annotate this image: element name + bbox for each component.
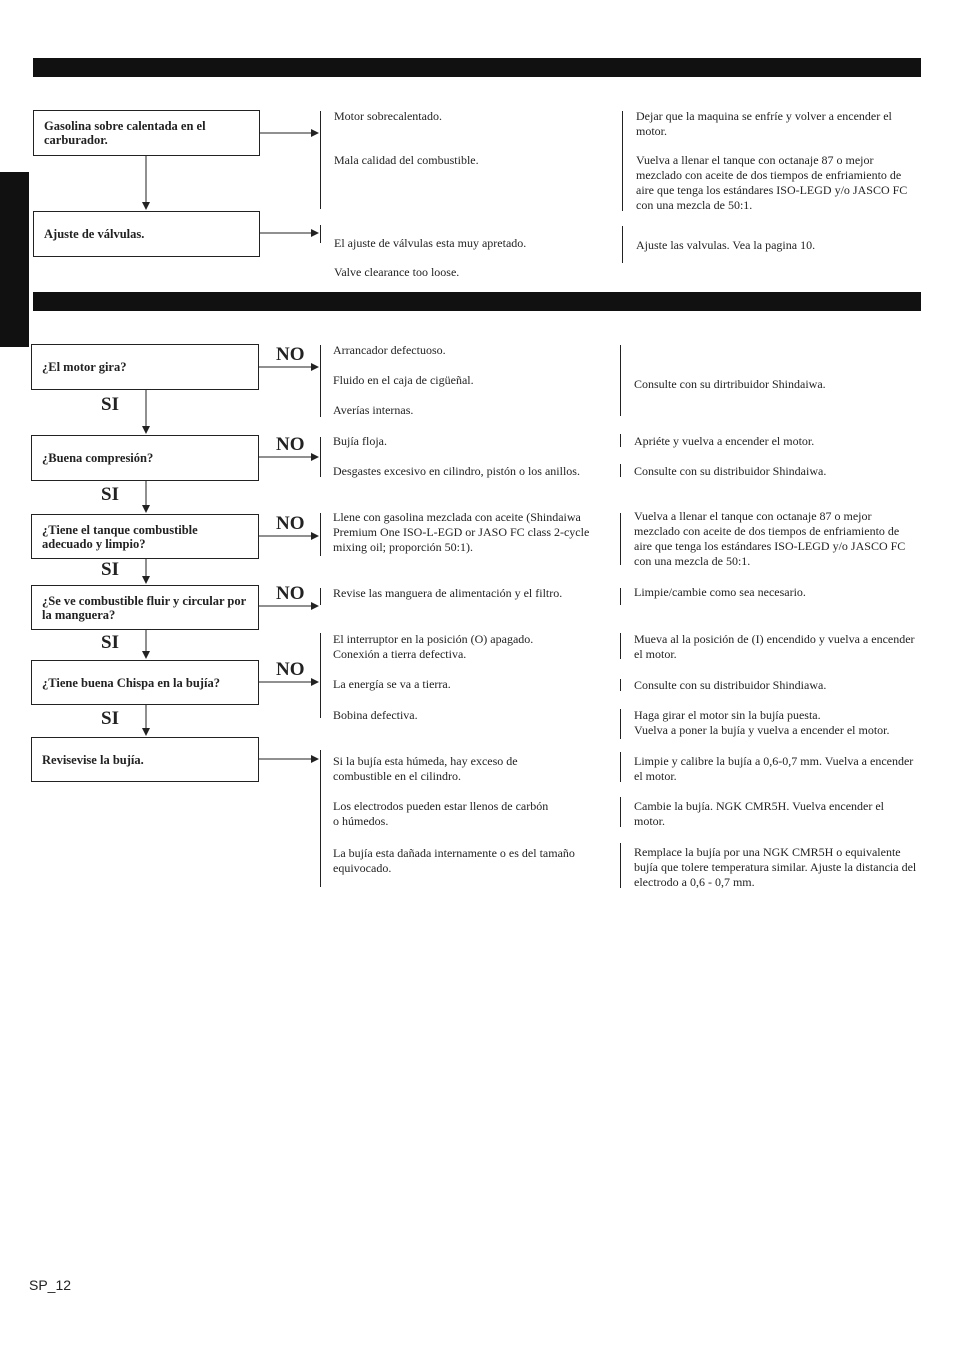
remedy-text: Consulte con su dirtribuidor Shindaiwa.	[634, 377, 826, 391]
remedy-text: Limpie/cambie como sea necesario.	[634, 585, 806, 599]
divider	[620, 513, 621, 565]
remedy-text: Remplace la bujía por una NGK CMR5H o equivalente bujía que tolere temperatura similar. Ajuste la distancia del electrodo a 0,6 - 0,7 mm.	[634, 845, 917, 889]
flow-box-fuel-flow: ¿Se ve combustible fluir y circular por la manguera?	[31, 585, 259, 630]
no-label: NO	[276, 659, 305, 680]
cause-text: Si la bujía esta húmeda, hay exceso de combustible en el cilindro.	[333, 754, 518, 783]
no-label: NO	[276, 344, 305, 365]
flow-box-compression: ¿Buena compresión?	[31, 435, 259, 481]
cause-text: La energía se va a tierra.	[333, 677, 451, 691]
divider	[320, 750, 321, 887]
divider	[620, 345, 621, 416]
flow-box-valve-adjust: Ajuste de válvulas.	[33, 211, 260, 257]
remedy-text: Ajuste las valvulas. Vea la pagina 10.	[636, 238, 816, 252]
si-label: SI	[101, 394, 119, 415]
cause-text: Conexión a tierra defectiva.	[333, 647, 467, 661]
flow-box-overheated-fuel: Gasolina sobre calentada en el carburador.	[33, 110, 260, 156]
remedy-text: Haga girar el motor sin la bujía puesta.	[634, 708, 821, 722]
cause-text: Motor sobrecalentado.	[334, 109, 442, 123]
si-label: SI	[101, 632, 119, 653]
cause-text: Mala calidad del combustible.	[334, 153, 479, 167]
si-label: SI	[101, 484, 119, 505]
divider	[620, 709, 621, 739]
cause-text: Fluido en el caja de cigüeñal.	[333, 373, 474, 387]
cause-text: Valve clearance too loose.	[334, 265, 460, 279]
divider	[320, 513, 321, 556]
cause-text: Los electrodos pueden estar llenos de carbón o húmedos.	[333, 799, 549, 828]
remedy-text: Consulte con su distribuidor Shindiawa.	[634, 678, 827, 692]
divider	[320, 588, 321, 605]
remedy-text: Apriéte y vuelva a encender el motor.	[634, 434, 815, 448]
remedy-text: Limpie y calibre la bujía a 0,6-0,7 mm. Vuelva a encender el motor.	[634, 754, 914, 783]
divider	[620, 679, 621, 691]
divider	[620, 434, 621, 447]
remedy-text: Mueva al la posición de (I) encendido y vuelva a encender el motor.	[634, 632, 915, 661]
cause-text: Arrancador defectuoso.	[333, 343, 446, 357]
divider	[620, 464, 621, 477]
cause-text: Bobina defectiva.	[333, 708, 418, 722]
cause-text: Llene con gasolina mezclada con aceite (Shindaiwa Premium One ISO-L-EGD or JASO FC class 2-cycle mixing oil; proporción 50:1).	[333, 510, 590, 554]
remedy-text: Vuelva a llenar el tanque con octanaje 87 o mejor mezclado con aceite de dos tiempos de enfriamiento de aire que tenga los estándares ISO-LEGD y/o JASCO FC con una mezcla de 50:1.	[636, 153, 908, 212]
cause-text: La bujía esta dañada internamente o es del tamaño equivocado.	[333, 846, 575, 875]
flow-box-fuel-tank: ¿Tiene el tanque combustible adecuado y limpio?	[31, 514, 259, 559]
si-label: SI	[101, 708, 119, 729]
cause-text: El ajuste de válvulas esta muy apretado.	[334, 236, 527, 250]
divider	[622, 226, 623, 263]
divider	[320, 345, 321, 417]
divider	[622, 111, 623, 211]
divider	[320, 225, 321, 243]
divider	[620, 797, 621, 827]
remedy-text: Dejar que la maquina se enfríe y volver a encender el motor.	[636, 109, 892, 138]
divider	[320, 437, 321, 477]
si-label: SI	[101, 559, 119, 580]
cause-text: El interruptor en la posición (O) apagado.	[333, 632, 534, 646]
remedy-text: Vuelva a poner la bujía y vuelva a encender el motor.	[634, 723, 890, 737]
remedy-text: Cambie la bujía. NGK CMR5H. Vuelva encender el motor.	[634, 799, 884, 828]
cause-text: Revise las manguera de alimentación y el filtro.	[333, 586, 563, 600]
cause-text: Averías internas.	[333, 403, 414, 417]
remedy-text: Consulte con su distribuidor Shindaiwa.	[634, 464, 827, 478]
flow-box-spark: ¿Tiene buena Chispa en la bujía?	[31, 660, 259, 705]
page-number: SP_12	[29, 1277, 72, 1293]
flow-box-engine-turns: ¿El motor gira?	[31, 344, 259, 390]
divider	[620, 752, 621, 782]
divider	[620, 843, 621, 888]
cause-text: Bujía floja.	[333, 434, 387, 448]
divider	[620, 588, 621, 605]
remedy-text: Vuelva a llenar el tanque con octanaje 87 o mejor mezclado con aceite de dos tiempos de enfriamiento de aire que tenga los estándares ISO-LEGD y/o JASCO FC con una mezcla de 50:1.	[634, 509, 906, 568]
no-label: NO	[276, 513, 305, 534]
no-label: NO	[276, 583, 305, 604]
no-label: NO	[276, 434, 305, 455]
divider	[320, 111, 321, 209]
divider	[320, 633, 321, 718]
divider	[620, 633, 621, 659]
flow-box-check-plug: Revisevise la bujía.	[31, 737, 259, 782]
cause-text: Desgastes excesivo en cilindro, pistón o los anillos.	[333, 464, 580, 478]
